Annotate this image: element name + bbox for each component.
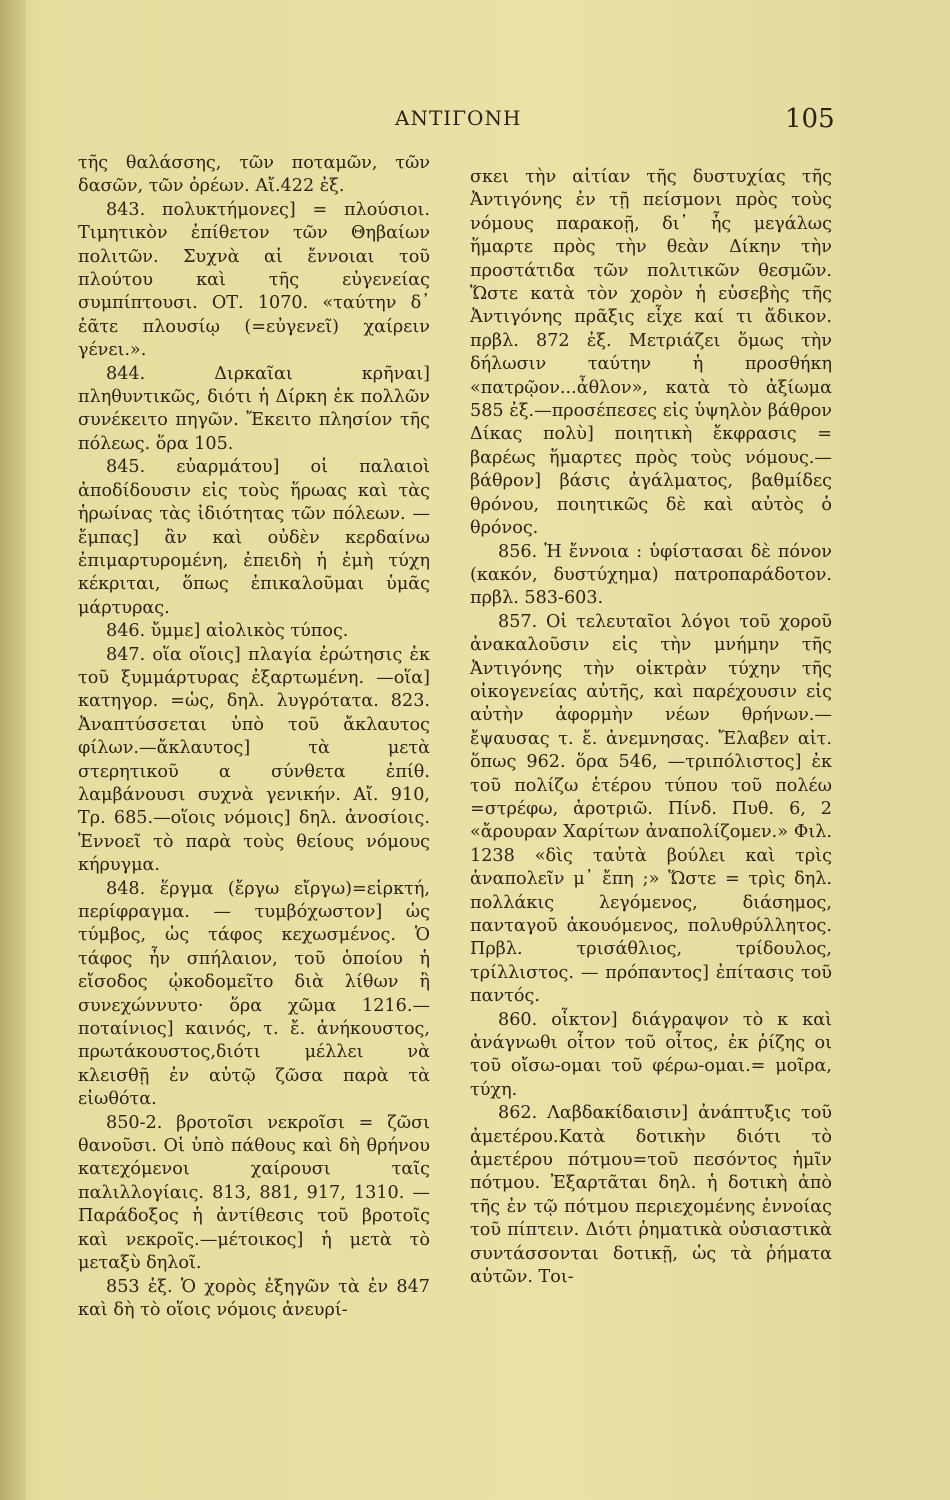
running-title: ΑΝΤΙΓΟΝΗ xyxy=(395,106,522,130)
commentary-paragraph: τῆς θαλάσσης, τῶν ποταμῶν, τῶν δασῶν, τῶν ὀρέων. Αἴ.422 ἐξ. xyxy=(78,153,430,197)
page-header xyxy=(0,92,950,132)
commentary-paragraph: 846. ὔμμε] αἰολικὸς τύπος. xyxy=(106,621,349,642)
page-binding-edge xyxy=(0,0,26,1500)
commentary-paragraph: 847. οἵα οἵοις] πλαγία ἐρώτησις ἐκ τοῦ ξυμμάρτυρας ἐξαρτωμένη. —οἵα] κατηγορ. =ὡς, δηλ. λυγρότατα. 823. Ἀναπτύσσεται ὑπὸ τοῦ ἄκλαυτος φίλων.—ἄκλαυτος] τὰ μετὰ στερητικοῦ α σύνθετα ἐπίθ. λαμβάνουσι συχνὰ γενικήν. Αἴ. 910, Τρ. 685.—οἵοις νόμοις] δηλ. ἀνοσίοις. Ἐννοεῖ τὸ παρὰ τοὺς θείους νόμους κήρυγμα. xyxy=(78,644,430,876)
right-column xyxy=(470,166,832,1290)
commentary-paragraph: 843. πολυκτήμονες] = πλούσιοι. Τιμητικὸν ἐπίθετον τῶν Θηβαίων πολιτῶν. Συχνὰ αἱ ἔννοιαι τοῦ πλούτου καὶ τῆς εὐγενείας συμπίπτουσι. ΟΤ. 1070. «ταύτην δ᾽ ἐᾶτε πλουσίῳ (=εὐγενεῖ) χαίρειν γένει.». xyxy=(78,199,430,361)
commentary-paragraph: 845. εὐαρμάτου] οἱ παλαιοὶ ἀποδίδουσιν εἰς τοὺς ἥρωας καὶ τὰς ἡρωίνας τὰς ἰδιότητας τῶν πόλεων. —ἔμπας] ἂν καὶ οὐδὲν κερδαίνω ἐπιμαρτυρομένη, ἐπειδὴ ἡ ἐμὴ τύχη κέκριται, ὅπως ἐπικαλοῦμαι ὑμᾶς μάρτυρας. xyxy=(78,457,430,618)
commentary-paragraph: 850-2. βροτοῖσι νεκροῖσι = ζῶσι θανοῦσι. Οἱ ὑπὸ πάθους καὶ δὴ θρήνου κατεχόμενοι χαίρουσι ταῖς παλιλλογίαις. 813, 881, 917, 1310. —Παράδοξος ἡ ἀντίθεσις τοῦ βροτοῖς καὶ νεκροῖς.—μέτοικος] ἡ μετὰ τὸ μεταξὺ δηλοῖ. xyxy=(78,1112,430,1274)
commentary-paragraph: 844. Διρκαῖαι κρῆναι] πληθυντικῶς, διότι ἡ Δίρκη ἐκ πολλῶν συνέκειτο πηγῶν. Ἔκειτο πλησίον τῆς πόλεως. ὅρα 105. xyxy=(78,363,430,454)
commentary-paragraph: 862. Λαβδακίδαισιν] ἀνάπτυξις τοῦ ἀμετέρου.Κατὰ δοτικὴν διότι τὸ ἀμετέρου πότμου=τοῦ πεσόντος ἡμῖν πότμου. Ἐξαρτᾶται δηλ. ἡ δοτικὴ ἀπὸ τῆς ἐν τῷ πότμου περιεχομένης ἐννοίας τοῦ πίπτειν. Διότι ῥηματικὰ οὐσιαστικὰ συντάσσονται δοτικῇ, ὡς τὰ ῥήματα αὐτῶν. Τοι- xyxy=(470,1103,832,1288)
commentary-paragraph: 860. οἶκτον] διάγραψον τὸ κ καὶ ἀνάγνωθι οἶτον τοῦ οἶτος, ἐκ ῥίζης οι τοῦ οἴσω-ομαι τοῦ φέρω-ομαι.= μοῖρα, τύχη. xyxy=(470,1009,832,1100)
commentary-paragraph: 857. Οἱ τελευταῖοι λόγοι τοῦ χοροῦ ἀνακαλοῦσιν εἰς τὴν μνήμην τῆς Ἀντιγόνης τὴν οἰκτρὰν τύχην τῆς οἰκογενείας αὐτῆς, καὶ παρέχουσιν εἰς αὐτὴν ἀφορμὴν νέων θρήνων.—ἔψαυσας τ. ἔ. ἀνεμνησας. Ἔλαβεν αἰτ. ὅπως 962. ὅρα 546, —τριπόλιστος] ἐκ τοῦ πολίζω ἑτέρου τύπου τοῦ πολέω =στρέφω, ἀροτριῶ. Πίνδ. Πυθ. 6, 2 «ἄρουραν Χαρίτων ἀναπολίζομεν.» Φιλ. 1238 «δὶς ταὐτὰ βούλει καὶ τρὶς ἀναπολεῖν μ᾽ ἔπη ;» Ὥστε = τρὶς δηλ. πολλάκις λεγόμενος, διάσημος, πανταγοῦ ἀκουόμενος, πολυθρύλλητος. Πρβλ. τρισάθλιος, τρίδουλος, τρίλλιστος. — πρόπαντος] ἐπίτασις τοῦ παντός. xyxy=(470,611,832,1007)
commentary-paragraph: 848. ἕργμα (ἔργω εἴργω)=εἱρκτή, περίφραγμα. — τυμβόχωστον] ὡς τύμβος, ὡς τάφος κεχωσμένος. Ὁ τάφος ἦν σπήλαιον, τοῦ ὁποίου ἡ εἴσοδος ᾠκοδομεῖτο διὰ λίθων ἢ συνεχώννυτο· ὅρα χῶμα 1216.—ποταίνιος] καινός, τ. ἔ. ἀνήκουστος, πρωτάκουστος,διότι μέλλει νὰ κλεισθῇ ἐν αὐτῷ ζῶσα παρὰ τὰ εἰωθότα. xyxy=(78,878,430,1110)
commentary-paragraph: σκει τὴν αἰτίαν τῆς δυστυχίας τῆς Ἀντιγόνης ἐν τῇ πείσμονι πρὸς τοὺς νόμους παρακοῇ, δι᾽ ἧς μεγάλως ἥμαρτε πρὸς τὴν θεὰν Δίκην τὴν προστάτιδα τῶν πολιτικῶν θεσμῶν. Ὥστε κατὰ τὸν χορὸν ἡ εὐσεβὴς τῆς Ἀντιγόνης πρᾶξις εἶχε καί τι ἄδικον. πρβλ. 872 ἐξ. Μετριάζει ὅμως τὴν δήλωσιν ταύτην ἡ προσθήκη «πατρῷον...ἆθλον», κατὰ τὸ ἀξίωμα 585 ἐξ.—προσέπεσες εἰς ὑψηλὸν βάθρον Δίκας πολὺ] ποιητικὴ ἔκφρασις = βαρέως ἥμαρτες πρὸς τοὺς νόμους.— βάθρον] βάσις ἀγάλματος, βαθμίδες θρόνου, ποιητικῶς δὲ καὶ αὐτὸς ὁ θρόνος. xyxy=(470,167,832,539)
commentary-paragraph: 856. Ἡ ἔννοια : ὑφίστασαι δὲ πόνον (κακόν, δυστύχημα) πατροπαράδοτον. πρβλ. 583-603. xyxy=(470,541,832,609)
page-number: 105 xyxy=(785,104,835,134)
commentary-paragraph: 853 ἐξ. Ὁ χορὸς ἐξηγῶν τὰ ἐν 847 καὶ δὴ τὸ οἵοις νόμοις ἀνευρί- xyxy=(78,1276,430,1320)
left-column xyxy=(78,152,430,1322)
